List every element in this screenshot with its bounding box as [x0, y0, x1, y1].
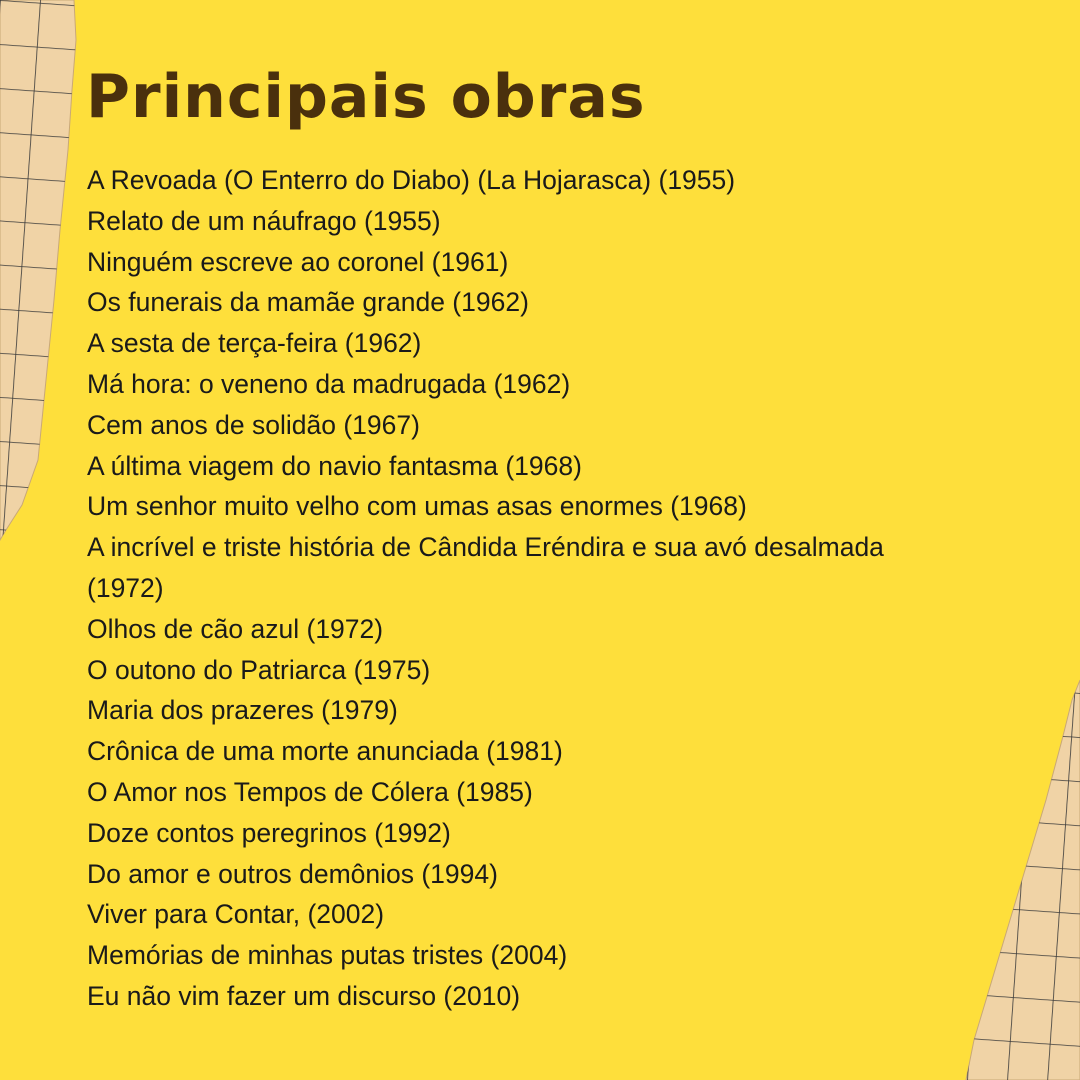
list-item: Viver para Contar, (2002)	[87, 899, 385, 930]
page-title: Principais obras	[86, 62, 646, 132]
list-item: Um senhor muito velho com umas asas enormes (1968)	[87, 491, 747, 522]
list-item: Ninguém escreve ao coronel (1961)	[87, 246, 509, 277]
list-item: Maria dos prazeres (1979)	[87, 695, 398, 726]
list-item: Do amor e outros demônios (1994)	[87, 858, 498, 889]
list-item: Memórias de minhas putas tristes (2004)	[87, 940, 568, 971]
list-item: Os funerais da mamãe grande (1962)	[87, 287, 529, 318]
list-item: Crônica de uma morte anunciada (1981)	[87, 736, 563, 767]
list-item: Eu não vim fazer um discurso (2010)	[87, 980, 521, 1011]
works-list	[87, 160, 887, 1017]
list-item: O outono do Patriarca (1975)	[87, 654, 431, 685]
list-item: Cem anos de solidão (1967)	[87, 409, 420, 440]
list-item: Relato de um náufrago (1955)	[87, 205, 441, 236]
list-item: A incrível e triste história de Cândida Eréndira e sua avó desalmada (1972)	[87, 532, 884, 603]
list-item: Olhos de cão azul (1972)	[87, 613, 384, 644]
list-item: O Amor nos Tempos de Cólera (1985)	[87, 776, 533, 807]
list-item: A última viagem do navio fantasma (1968)	[87, 450, 582, 481]
list-item: Má hora: o veneno da madrugada (1962)	[87, 368, 571, 399]
list-item: A sesta de terça-feira (1962)	[87, 328, 422, 359]
list-item: Doze contos peregrinos (1992)	[87, 817, 451, 848]
list-item: A Revoada (O Enterro do Diabo) (La Hojarasca) (1955)	[87, 165, 736, 195]
